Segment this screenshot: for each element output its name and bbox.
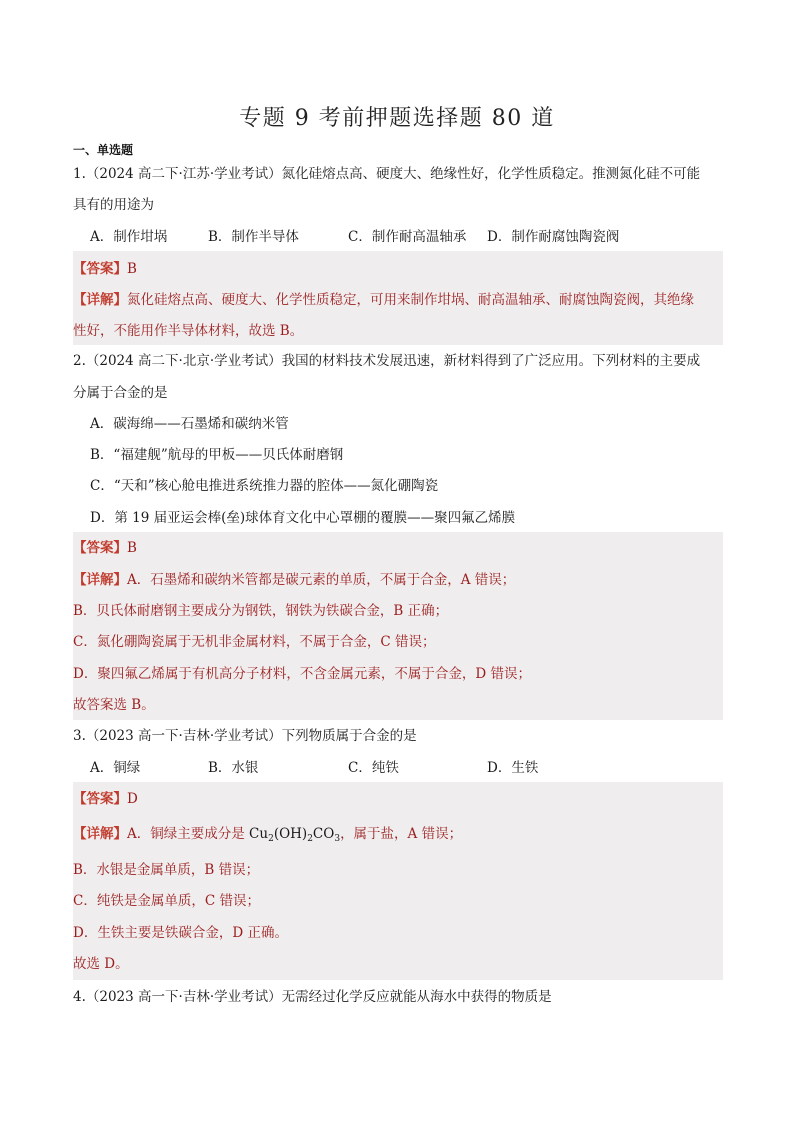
detail-tag: 【详解】 — [73, 826, 127, 842]
question-1-option-d: D．制作耐腐蚀陶瓷阀 — [487, 229, 620, 245]
question-3-detail-line-4: D．生铁主要是铁碳合金，D 正确。 — [73, 925, 288, 941]
question-3-option-a: A．铜绿 — [90, 760, 141, 776]
answer-value: B — [127, 540, 137, 556]
answer-value: D — [127, 791, 138, 807]
question-1-detail-line-1 — [73, 290, 723, 310]
question-2-answer-box — [73, 532, 723, 720]
question-1-option-a: A．制作坩埚 — [90, 229, 168, 245]
question-3-answer-box — [73, 782, 723, 980]
question-1-option-c: C．制作耐高温轴承 — [348, 229, 467, 245]
question-1-answer-box — [73, 251, 723, 345]
question-2-option-d: D．第 19 届亚运会棒(垒)球体育文化中心罩棚的覆膜——聚四氟乙烯膜 — [90, 510, 516, 526]
question-3-option-d: D．生铁 — [487, 760, 539, 776]
question-1-answer — [73, 259, 723, 279]
question-3-detail-line-5: 故选 D。 — [73, 956, 129, 972]
question-3-detail-line-3: C．纯铁是金属单质，C 错误； — [73, 893, 260, 909]
question-3-answer — [73, 789, 723, 809]
question-2-detail-line-2: B．贝氏体耐磨钢主要成分为钢铁，钢铁为铁碳合金，B 正确； — [73, 603, 449, 619]
question-2-detail-line-1 — [73, 570, 723, 590]
section-heading: 一、单选题 — [73, 143, 134, 157]
question-1-stem-line-1: 1.（2024 高二下·江苏·学业考试）氮化硅熔点高、硬度大、绝缘性好，化学性质稳定。推测氮化硅不可能 — [73, 166, 701, 182]
detail-tag: 【详解】 — [73, 292, 127, 308]
answer-tag: 【答案】 — [73, 261, 127, 277]
answer-value: B — [127, 261, 137, 277]
detail-tag: 【详解】 — [73, 572, 127, 588]
answer-tag: 【答案】 — [73, 540, 127, 556]
question-2-detail-line-5: 故答案选 B。 — [73, 697, 155, 713]
detail-text-end: ，属于盐，A 错误； — [340, 826, 463, 842]
page-title: 专题 9 考前押题选择题 80 道 — [239, 106, 555, 131]
question-2-option-b: B．“福建舰”航母的甲板——贝氏体耐磨钢 — [90, 447, 344, 463]
detail-text: A．石墨烯和碳纳米管都是碳元素的单质，不属于合金，A 错误； — [127, 572, 516, 588]
question-1-option-b: B．制作半导体 — [208, 229, 299, 245]
question-2-stem-line-2: 分属于合金的是 — [73, 385, 168, 401]
question-4-stem-line-1: 4.（2023 高一下·吉林·学业考试）无需经过化学反应就能从海水中获得的物质是 — [73, 989, 552, 1005]
answer-tag: 【答案】 — [73, 791, 127, 807]
question-3-option-b: B．水银 — [208, 760, 259, 776]
question-3-stem-line-1: 3.（2023 高一下·吉林·学业考试）下列物质属于合金的是 — [73, 728, 417, 744]
question-3-option-c: C．纯铁 — [348, 760, 399, 776]
question-2-option-a: A．碳海绵——石墨烯和碳纳米管 — [90, 416, 289, 432]
detail-text: 氮化硅熔点高、硬度大、化学性质稳定，可用来制作坩埚、耐高温轴承、耐腐蚀陶瓷阀，其绝缘 — [127, 292, 694, 308]
question-2-stem-line-1: 2.（2024 高二下·北京·学业考试）我国的材料技术发展迅速，新材料得到了广泛应用。下列材料的主要成 — [73, 353, 701, 369]
chemical-formula: $Cu_2(OH)_2CO_3$ — [249, 826, 341, 844]
question-3-detail-line-2: B．水银是金属单质，B 错误； — [73, 862, 260, 878]
detail-text: A．铜绿主要成分是 — [127, 826, 250, 842]
question-2-answer — [73, 538, 723, 558]
question-1-detail-line-2: 性好，不能用作半导体材料，故选 B。 — [73, 323, 304, 339]
question-1-stem-line-2: 具有的用途为 — [73, 197, 154, 213]
question-2-detail-line-4: D．聚四氟乙烯属于有机高分子材料，不含金属元素，不属于合金，D 错误； — [73, 666, 531, 682]
question-3-detail-line-1 — [73, 824, 723, 849]
question-2-option-c: C．“天和”核心舱电推进系统推力器的腔体——氮化硼陶瓷 — [90, 478, 439, 494]
question-2-detail-line-3: C．氮化硼陶瓷属于无机非金属材料，不属于合金，C 错误； — [73, 634, 436, 650]
